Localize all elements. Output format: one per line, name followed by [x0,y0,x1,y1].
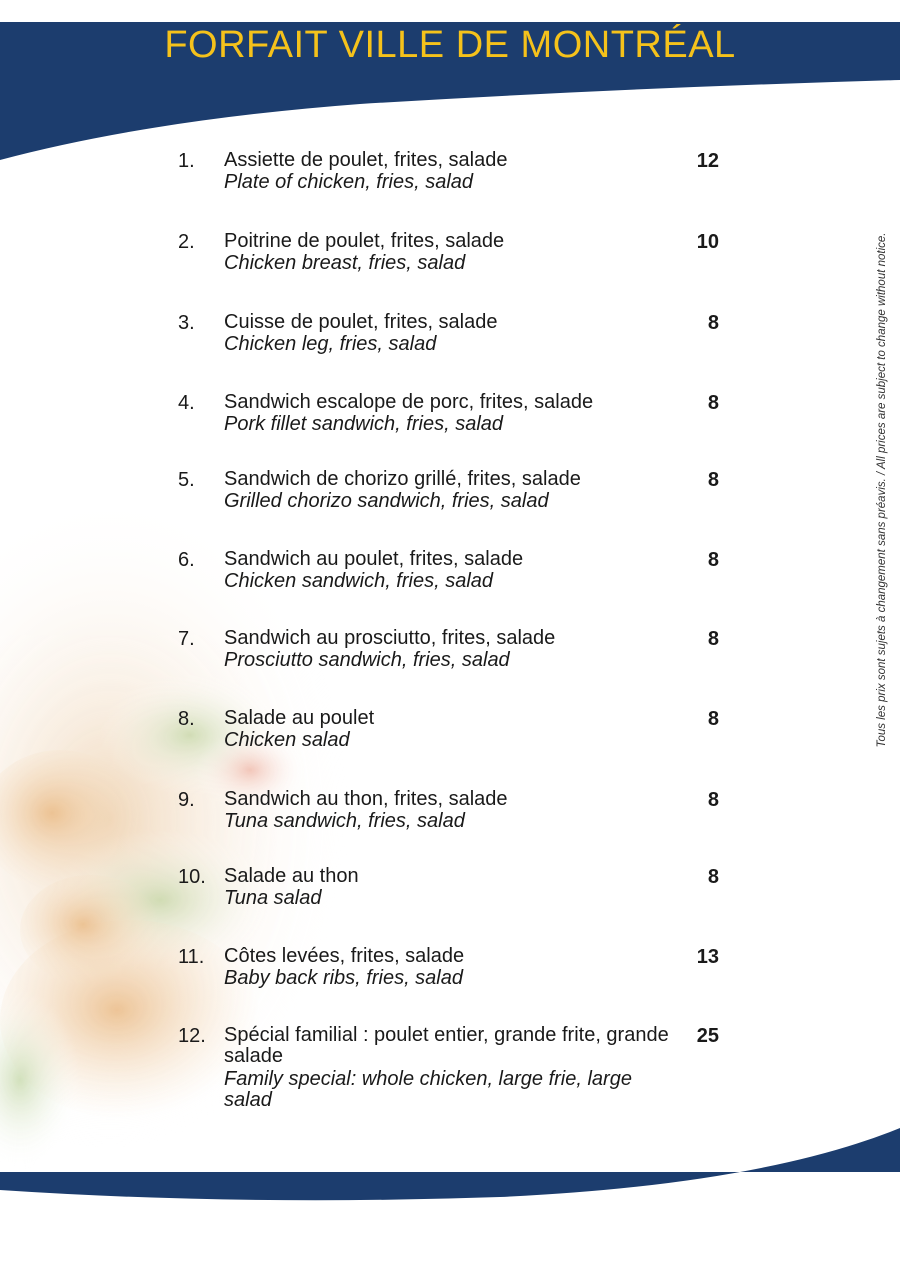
item-name-fr: Assiette de poulet, frites, salade [224,149,508,171]
item-number: 2. [178,231,195,253]
item-number: 4. [178,392,195,414]
item-number: 11. [178,946,205,968]
item-name-en: Chicken breast, fries, salad [224,252,466,274]
item-number: 12. [178,1025,206,1047]
item-number: 1. [178,150,195,172]
item-number: 10. [178,866,206,888]
item-price: 10 [696,231,719,253]
item-name-fr: Sandwich au prosciutto, frites, salade [224,627,556,649]
item-name-fr: Sandwich au thon, frites, salade [224,788,508,810]
item-name-fr: Sandwich escalope de porc, frites, salade [224,391,594,413]
item-number: 6. [178,549,195,571]
item-name-fr: Cuisse de poulet, frites, salade [224,311,498,333]
item-name-fr: Sandwich de chorizo grillé, frites, salade [224,468,581,490]
item-name-en: Baby back ribs, fries, salad [224,967,463,989]
item-number: 7. [178,628,195,650]
item-number: 3. [178,312,195,334]
item-price: 8 [707,628,719,650]
item-name-fr: Spécial familial : poulet entier, grande frite, grande salade [224,1024,669,1067]
item-name-en: Prosciutto sandwich, fries, salad [224,649,510,671]
item-name-fr: Poitrine de poulet, frites, salade [224,230,505,252]
item-name-en: Chicken leg, fries, salad [224,333,437,355]
item-price: 8 [707,549,719,571]
item-name-en: Family special: whole chicken, large frie, large salad [224,1068,632,1111]
item-price: 25 [696,1025,719,1047]
item-price: 8 [707,789,719,811]
item-name-en: Tuna salad [224,887,322,909]
item-price: 8 [707,469,719,491]
item-name-fr: Salade au poulet [224,707,375,729]
item-name-fr: Salade au thon [224,865,359,887]
item-price: 8 [707,708,719,730]
item-name-en: Grilled chorizo sandwich, fries, salad [224,490,549,512]
item-name-en: Tuna sandwich, fries, salad [224,810,465,832]
item-price: 8 [707,392,719,414]
item-price: 13 [696,946,719,968]
price-notice: Tous les prix sont sujets à changement sans préavis. / All prices are subject to change without notice. [876,232,888,748]
item-name-en: Chicken sandwich, fries, salad [224,570,494,592]
item-name-en: Plate of chicken, fries, salad [224,171,474,193]
item-name-en: Chicken salad [224,729,350,751]
item-price: 8 [707,866,719,888]
item-price: 8 [707,312,719,334]
item-price: 12 [696,150,719,172]
item-number: 5. [178,469,195,491]
menu-title: FORFAIT VILLE DE MONTRÉAL [164,24,736,66]
item-number: 8. [178,708,195,730]
item-name-en: Pork fillet sandwich, fries, salad [224,413,504,435]
item-name-fr: Sandwich au poulet, frites, salade [224,548,524,570]
item-number: 9. [178,789,195,811]
item-name-fr: Côtes levées, frites, salade [224,945,465,967]
